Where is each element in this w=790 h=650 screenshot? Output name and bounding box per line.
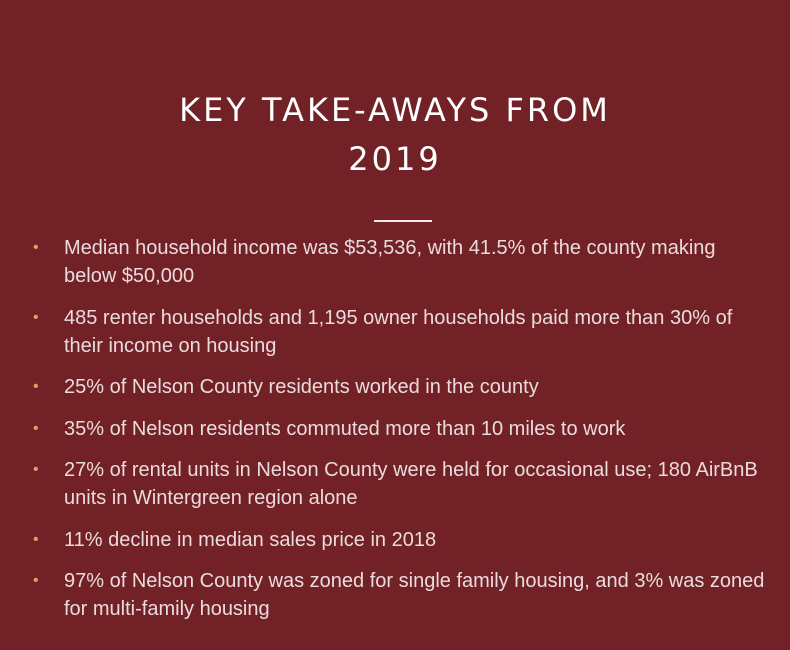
takeaway-text: 485 renter households and 1,195 owner households paid more than 30% of their income on housing bbox=[64, 306, 733, 357]
takeaway-item bbox=[30, 304, 770, 360]
slide-title-line-2: 2019 bbox=[348, 140, 442, 178]
takeaway-text: 27% of rental units in Nelson County were held for occasional use; 180 AirBnB units in Wintergreen region alone bbox=[64, 459, 758, 509]
bullet-icon: • bbox=[33, 308, 39, 326]
takeaway-text: 25% of Nelson County residents worked in the county bbox=[64, 376, 539, 398]
title-divider bbox=[374, 220, 432, 222]
takeaway-item bbox=[30, 234, 770, 290]
bullet-icon: • bbox=[33, 530, 39, 548]
takeaway-text: 35% of Nelson residents commuted more than 10 miles to work bbox=[64, 417, 626, 440]
takeaway-item bbox=[30, 567, 770, 623]
bullet-icon: • bbox=[33, 378, 39, 395]
takeaway-text: Median household income was $53,536, with 41.5% of the county making below $50,000 bbox=[64, 237, 716, 287]
bullet-icon: • bbox=[33, 419, 39, 437]
takeaway-item bbox=[30, 415, 770, 443]
bullet-icon: • bbox=[33, 461, 39, 478]
takeaway-item bbox=[30, 373, 770, 401]
takeaway-list bbox=[30, 234, 770, 637]
takeaway-item bbox=[30, 526, 770, 554]
slide-title-line-1: KEY TAKE-AWAYS FROM bbox=[179, 91, 611, 129]
takeaway-item bbox=[30, 456, 770, 512]
bullet-icon: • bbox=[33, 572, 39, 589]
takeaway-text: 97% of Nelson County was zoned for single family housing, and 3% was zoned for multi-family housing bbox=[64, 570, 765, 620]
bullet-icon: • bbox=[33, 239, 39, 256]
slide-title bbox=[60, 86, 730, 184]
takeaway-text: 11% decline in median sales price in 2018 bbox=[64, 528, 437, 551]
